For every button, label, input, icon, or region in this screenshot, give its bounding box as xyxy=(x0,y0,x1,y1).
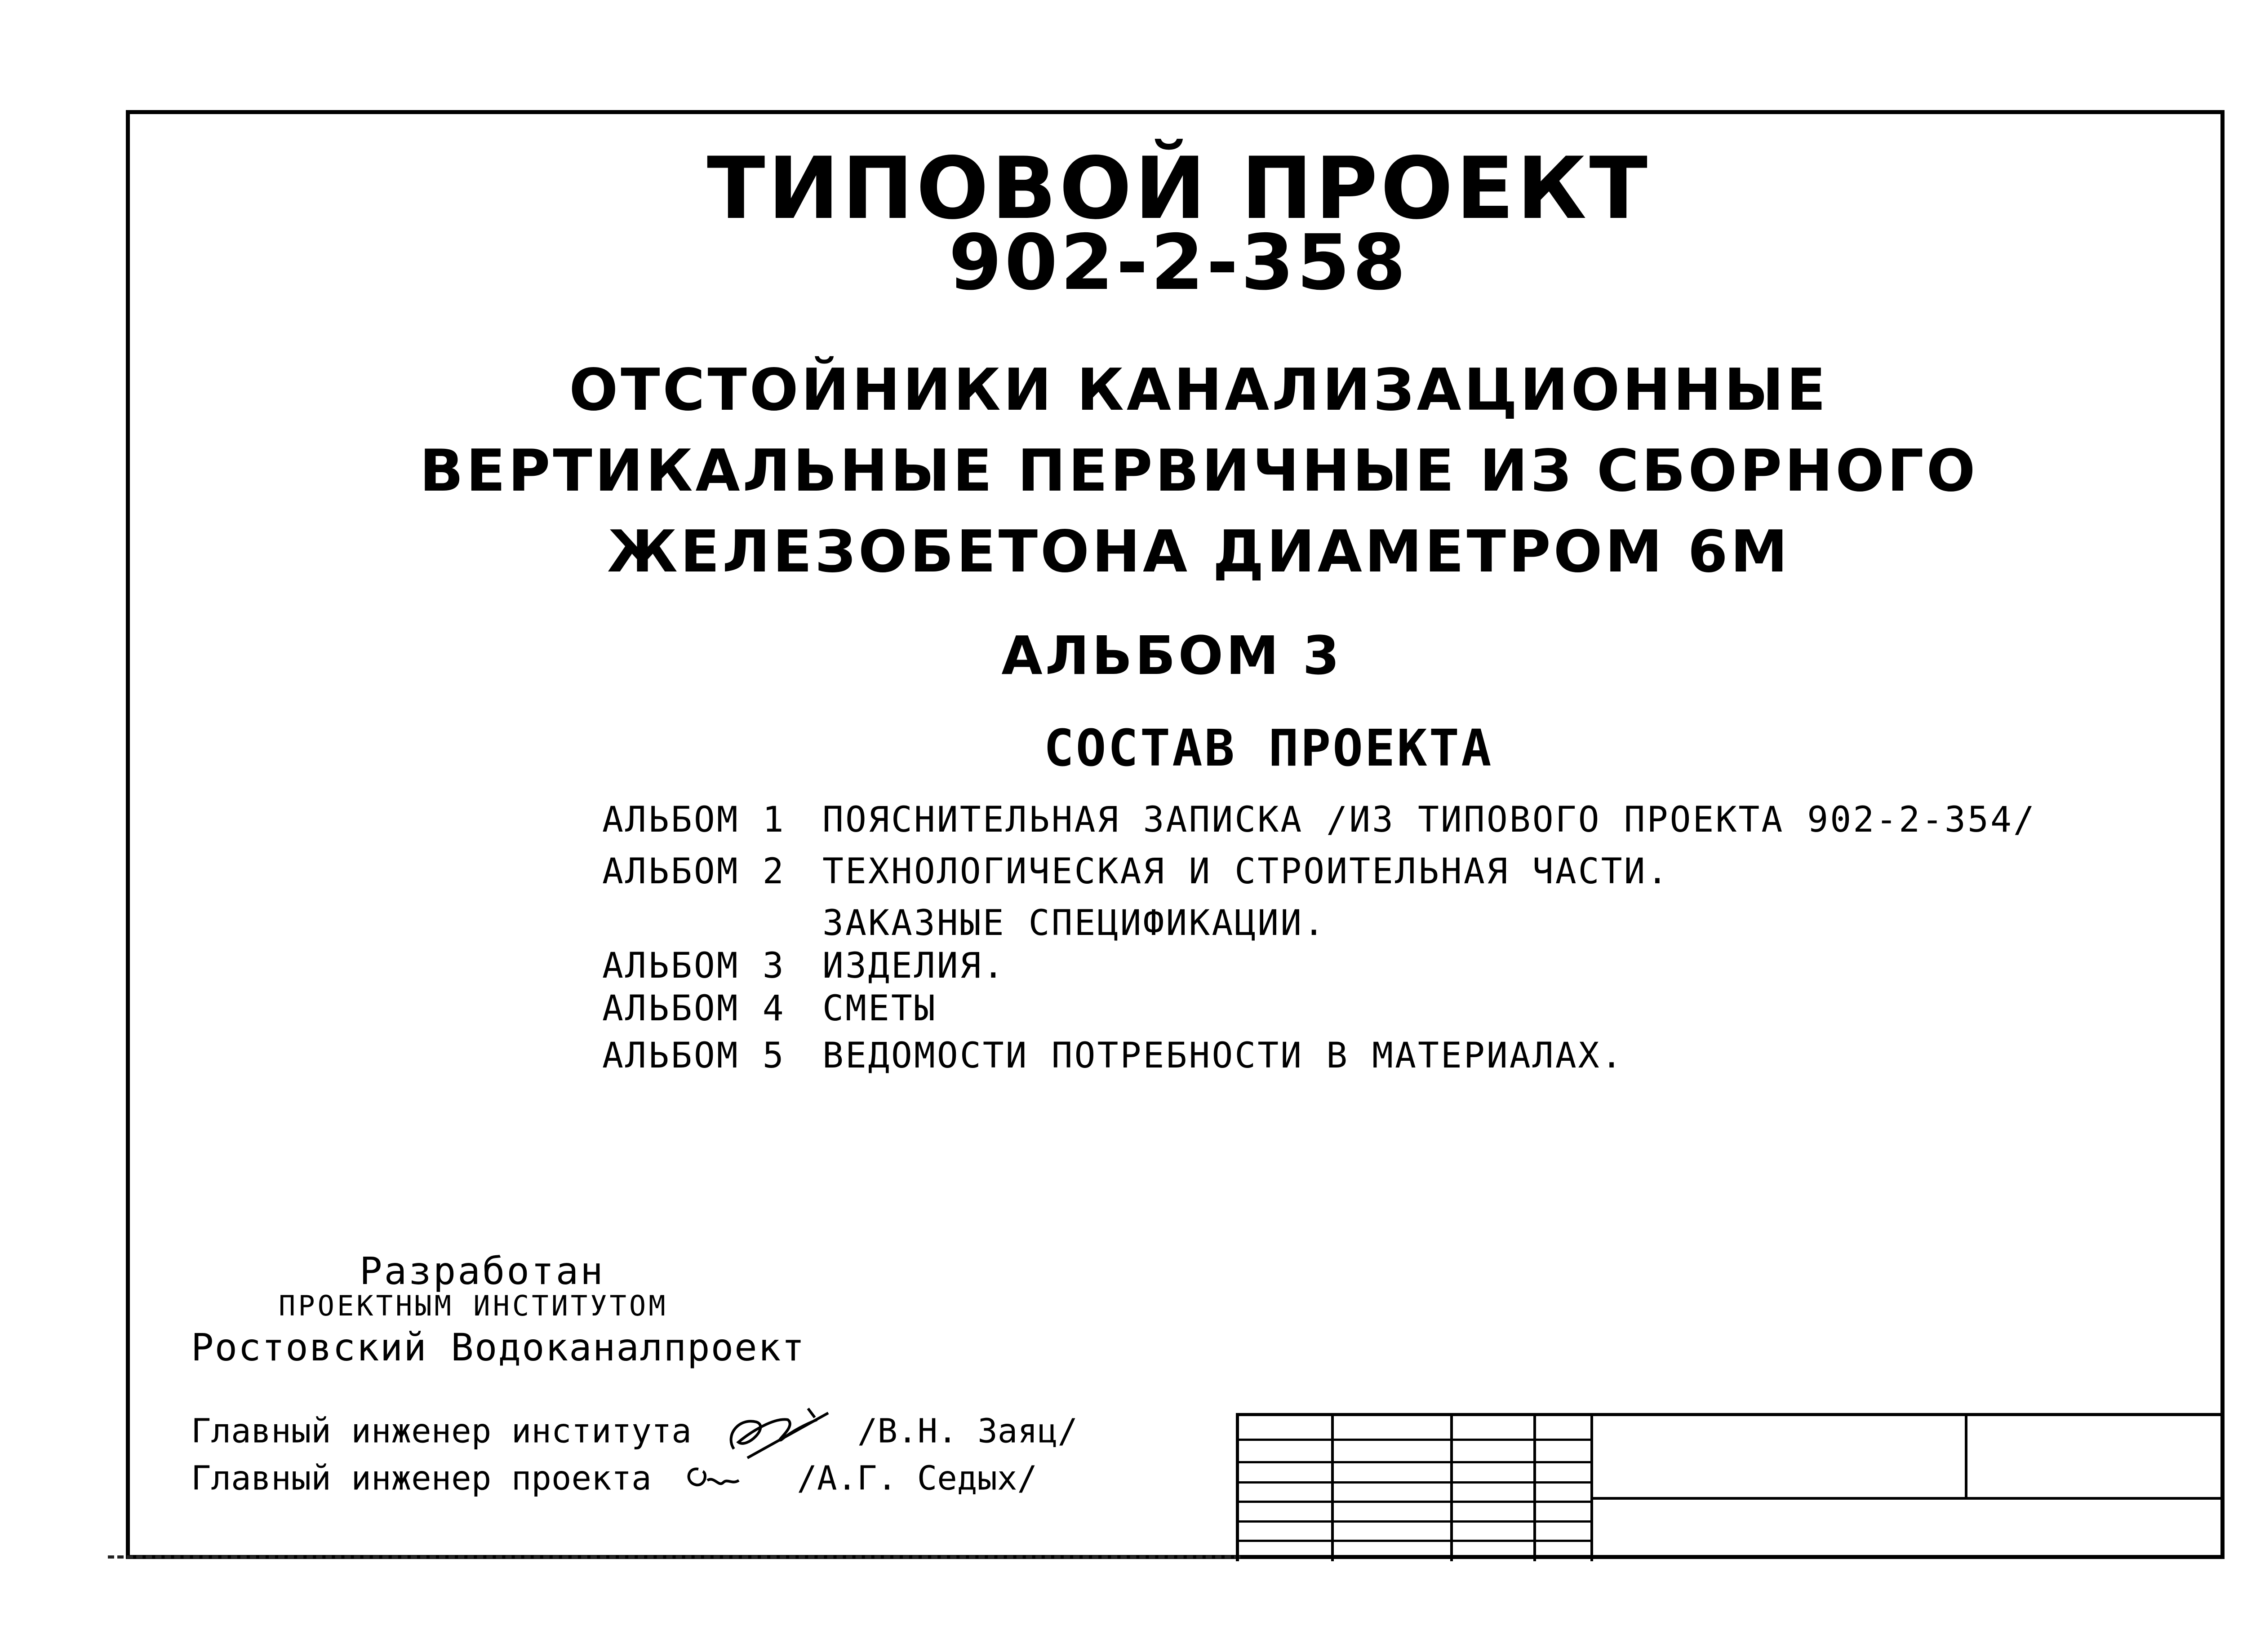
signature-name: /А.Г. Седых/ xyxy=(797,1459,1038,1498)
album-label: АЛЬБОМ 2 xyxy=(602,851,786,892)
signature-role: Главный инженер проекта xyxy=(191,1459,652,1498)
album-label: АЛЬБОМ 4 xyxy=(602,988,786,1029)
signature-name: /В.Н. Заяц/ xyxy=(857,1412,1078,1451)
project-number: 902-2-358 xyxy=(948,218,1409,307)
handwritten-signature xyxy=(680,1456,748,1505)
album-description: ВЕДОМОСТИ ПОТРЕБНОСТИ В МАТЕРИАЛАХ. xyxy=(822,1036,1624,1076)
list-item xyxy=(602,946,1006,986)
album-description: ЗАКАЗНЫЕ СПЕЦИФИКАЦИИ. xyxy=(822,903,1327,943)
stamp-rule xyxy=(1239,1439,1592,1441)
signature-row-chief-engineer-project xyxy=(191,1456,1037,1505)
stamp-divider xyxy=(1965,1416,1967,1499)
list-item xyxy=(602,1036,1624,1076)
album-label: АЛЬБОМ 1 xyxy=(602,800,786,840)
stamp-rule xyxy=(1239,1461,1592,1463)
list-item xyxy=(602,903,1326,943)
album-label: АЛЬБОМ 3 xyxy=(602,946,786,986)
stamp-rule xyxy=(1592,1497,2225,1500)
project-title: ТИПОВОЙ ПРОЕКТ xyxy=(706,139,1651,238)
title-block-stamp xyxy=(1236,1413,2225,1561)
developer-institute: Ростовский Водоканалпроект xyxy=(191,1325,805,1369)
album-description: ТЕХНОЛОГИЧЕСКАЯ И СТРОИТЕЛЬНАЯ ЧАСТИ. xyxy=(822,851,1670,892)
list-item xyxy=(602,851,1670,892)
stamp-rule xyxy=(1239,1520,1592,1523)
list-item xyxy=(602,988,937,1029)
album-title: АЛЬБОМ 3 xyxy=(1001,624,1342,686)
album-description: СМЕТЫ xyxy=(822,988,937,1029)
stamp-rule xyxy=(1239,1540,1592,1542)
sheet-bottom-edge xyxy=(108,1555,1240,1559)
composition-heading: СОСТАВ ПРОЕКТА xyxy=(1044,719,1493,778)
developer-subtitle: ПРОЕКТНЫМ ИНСТИТУТОМ xyxy=(279,1289,668,1322)
album-description: ПОЯСНИТЕЛЬНАЯ ЗАПИСКА /ИЗ ТИПОВОГО ПРОЕКТА 902-2-354/ xyxy=(822,800,2036,840)
subject-line-1: ОТСТОЙНИКИ КАНАЛИЗАЦИОННЫЕ xyxy=(569,357,1829,424)
stamp-rule xyxy=(1239,1481,1592,1484)
signature-role: Главный инженер института xyxy=(191,1412,692,1451)
subject-line-3: ЖЕЛЕЗОБЕТОНА ДИАМЕТРОМ 6М xyxy=(607,518,1790,585)
list-item xyxy=(602,800,2036,840)
developer-label: Разработан xyxy=(360,1249,605,1293)
subject-line-2: ВЕРТИКАЛЬНЫЕ ПЕРВИЧНЫЕ ИЗ СБОРНОГО xyxy=(419,438,1978,505)
stamp-rule xyxy=(1239,1501,1592,1503)
album-description: ИЗДЕЛИЯ. xyxy=(822,946,1006,986)
album-label: АЛЬБОМ 5 xyxy=(602,1036,786,1076)
